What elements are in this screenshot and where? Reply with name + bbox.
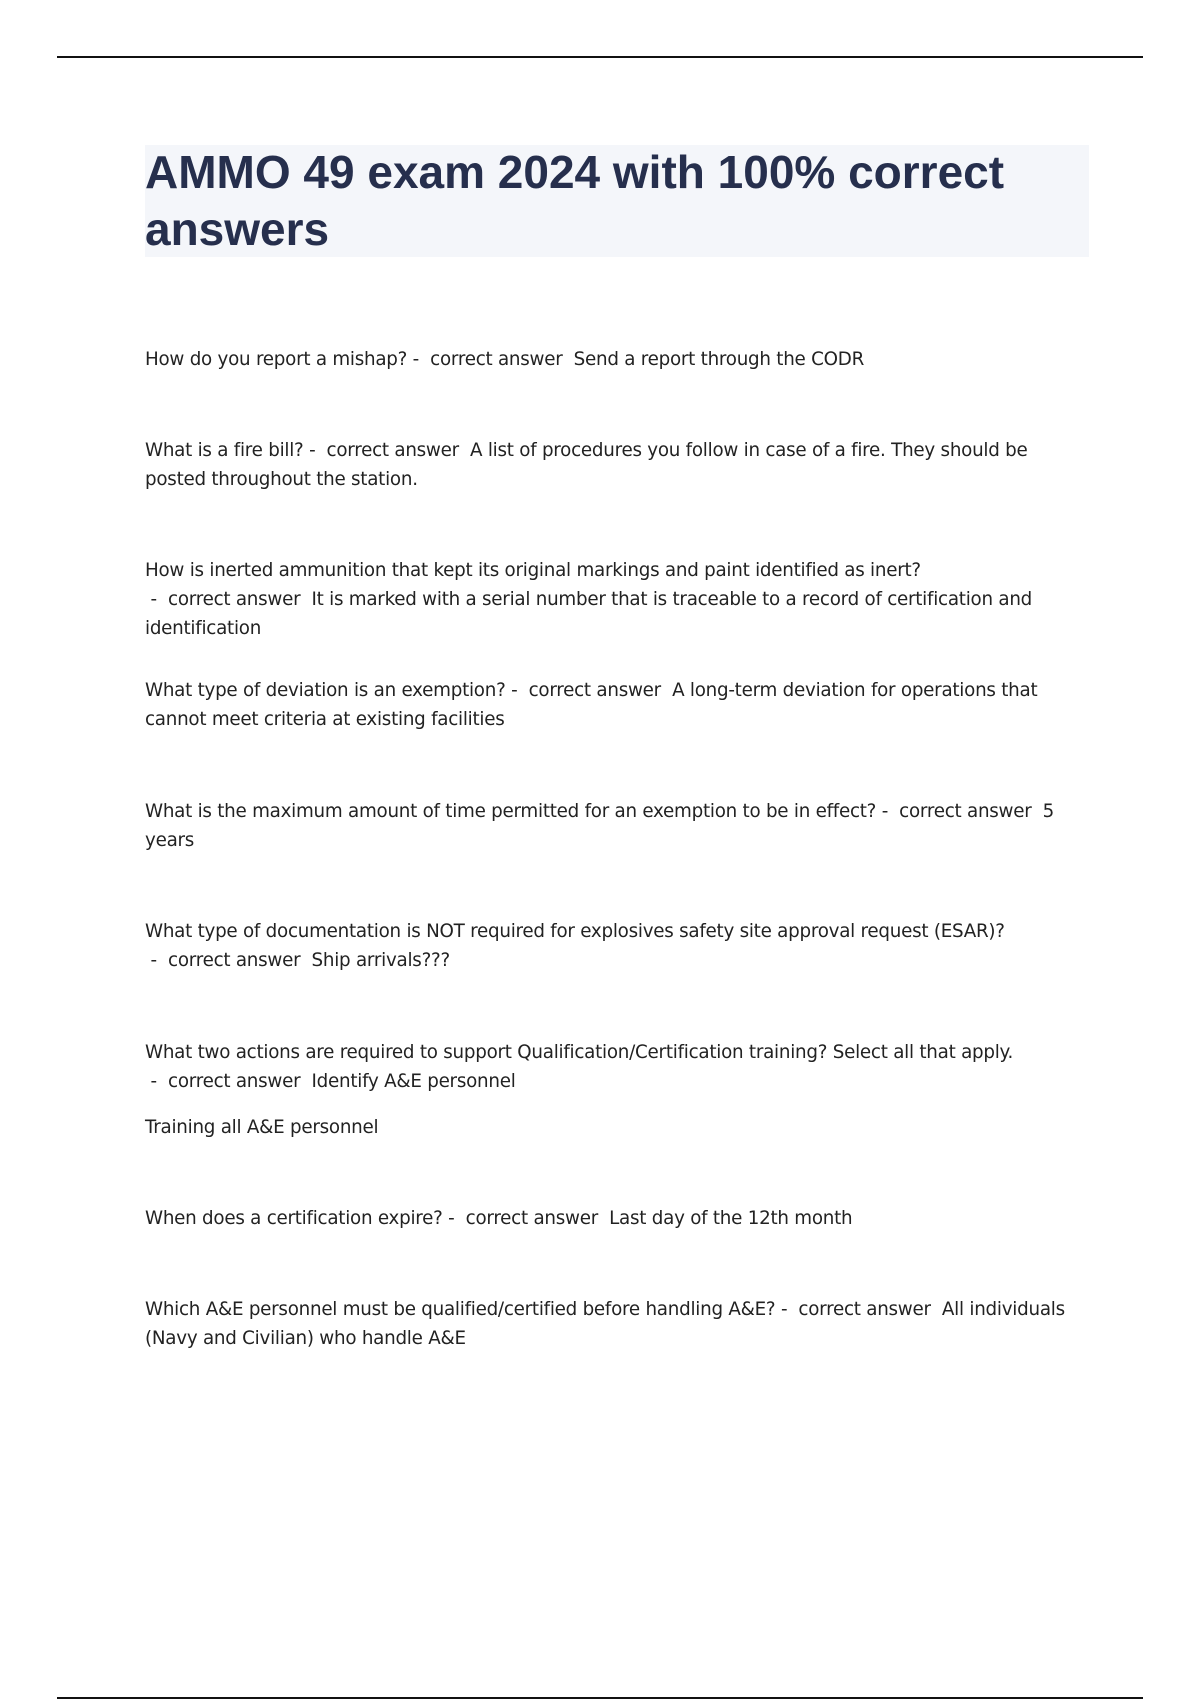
- bottom-rule: [57, 1697, 1143, 1699]
- qa-item-8: [145, 1204, 1090, 1233]
- answer-text: A list of procedures you follow in case of a fire. They should be posted throughout the station.: [145, 440, 1028, 490]
- answer-text: It is marked with a serial number that is traceable to a record of certification and identification: [145, 589, 1033, 639]
- question-text: What type of deviation is an exemption?: [145, 680, 506, 701]
- answer-text: A long-term deviation for operations that cannot meet criteria at existing facilities: [145, 680, 1038, 730]
- answer-separator: - correct answer: [145, 1071, 312, 1092]
- answer-separator: - correct answer: [145, 589, 312, 610]
- qa-item-4: [145, 676, 1090, 734]
- answer-text: Send a report through the CODR: [573, 349, 865, 370]
- qa-item-2: [145, 436, 1090, 494]
- document-title: AMMO 49 exam 2024 with 100% correct answers: [145, 146, 1005, 255]
- question-text: How do you report a mishap?: [145, 349, 408, 370]
- question-text: How is inerted ammunition that kept its original markings and paint identified as inert?: [145, 560, 921, 581]
- qa-item-7: [145, 1038, 1090, 1142]
- answer-extra-text: Training all A&E personnel: [145, 1117, 379, 1138]
- question-text: What is a fire bill?: [145, 440, 304, 461]
- answer-separator: - correct answer: [876, 801, 1043, 822]
- question-text: What two actions are required to support Qualification/Certification training? Select all that apply.: [145, 1042, 1014, 1063]
- qa-item-3: [145, 556, 1090, 643]
- answer-text: Ship arrivals???: [311, 950, 450, 971]
- question-text: What is the maximum amount of time permitted for an exemption to be in effect?: [145, 801, 877, 822]
- answer-text: 5 years: [145, 801, 1055, 851]
- answer-separator: - correct answer: [505, 680, 673, 701]
- answer-text: All individuals (Navy and Civilian) who handle A&E: [145, 1299, 1065, 1349]
- question-text: When does a certification expire?: [145, 1208, 443, 1229]
- top-rule: [57, 56, 1143, 58]
- answer-separator: - correct answer: [775, 1299, 942, 1320]
- question-text: What type of documentation is NOT required for explosives safety site approval request (ESAR)?: [145, 921, 1005, 942]
- question-text: Which A&E personnel must be qualified/certified before handling A&E?: [145, 1299, 776, 1320]
- answer-separator: - correct answer: [442, 1208, 610, 1229]
- answer-text: Identify A&E personnel: [311, 1071, 516, 1092]
- answer-separator: - correct answer: [303, 440, 471, 461]
- qa-item-1: [145, 345, 1090, 374]
- answer-text: Last day of the 12th month: [609, 1208, 853, 1229]
- answer-separator: - correct answer: [407, 349, 574, 370]
- answer-separator: - correct answer: [145, 950, 312, 971]
- qa-item-5: [145, 797, 1090, 855]
- qa-item-6: [145, 917, 1090, 975]
- qa-item-9: [145, 1295, 1090, 1353]
